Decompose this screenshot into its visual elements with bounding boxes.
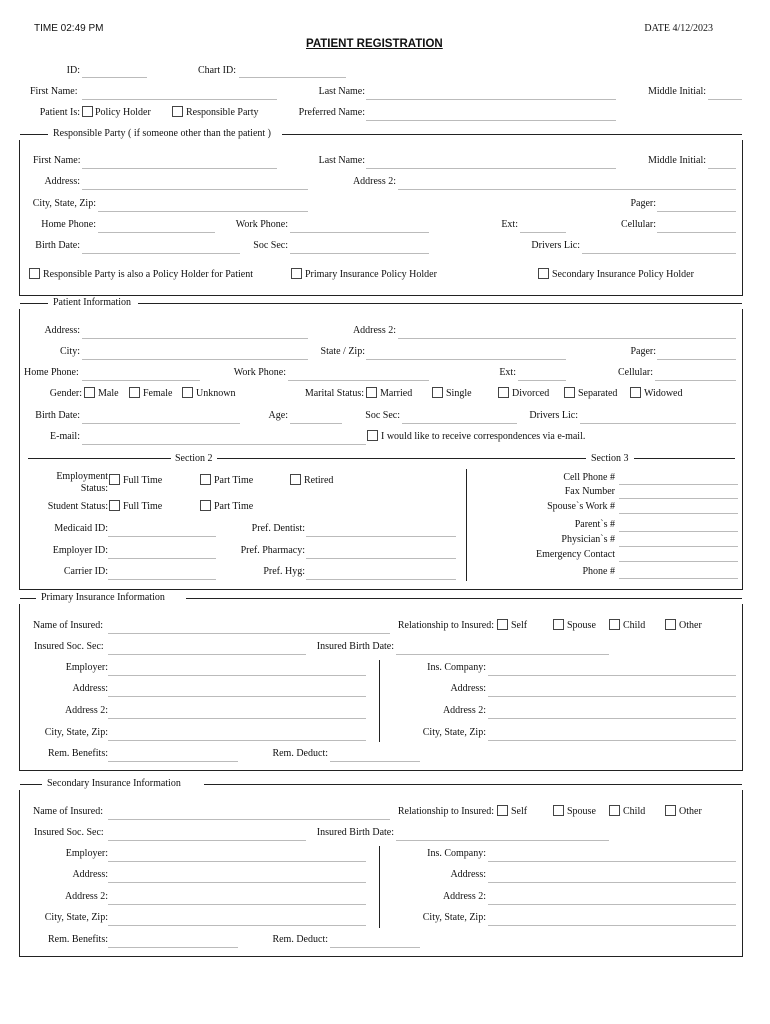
- section2-label: Section 2: [175, 453, 213, 464]
- pi-address-label: Address:: [44, 325, 80, 336]
- marital-married-checkbox[interactable]: [366, 387, 377, 398]
- primary-insurance-legend: Primary Insurance Information: [38, 592, 168, 604]
- middle-initial-field[interactable]: [708, 99, 742, 100]
- pi-drivers-lic-field[interactable]: [580, 423, 736, 424]
- rp-drivers-lic-field[interactable]: [582, 253, 736, 254]
- student-part-time-label: Part Time: [214, 501, 254, 512]
- secondary-self-label: Self: [511, 806, 528, 817]
- secondary-rem-deduct-field[interactable]: [330, 947, 420, 948]
- emergency-contact-label: Emergency Contact: [536, 549, 615, 560]
- secondary-insurance-legend: Secondary Insurance Information: [44, 778, 184, 790]
- marital-widowed-label: Widowed: [644, 388, 683, 399]
- pi-marital-label: Marital Status:: [304, 388, 364, 399]
- secondary-divider: [379, 846, 380, 928]
- pref-hyg-label: Pref. Hyg:: [263, 566, 305, 577]
- secondary-rem-deduct-label: Rem. Deduct:: [272, 934, 328, 945]
- secondary-name-insured-label: Name of Insured:: [33, 806, 103, 817]
- secondary-rem-benefits-field[interactable]: [108, 947, 238, 948]
- primary-ins-company-field[interactable]: [488, 675, 736, 676]
- page-title: PATIENT REGISTRATION: [306, 38, 443, 50]
- primary-spouse-label: Spouse: [567, 620, 596, 631]
- emergency-phone-label: Phone #: [582, 566, 615, 577]
- last-name-field[interactable]: [366, 99, 616, 100]
- marital-married-label: Married: [380, 388, 413, 399]
- responsible-party-label: Responsible Party: [186, 107, 259, 118]
- secondary-other-label: Other: [679, 806, 702, 817]
- rp-soc-sec-field[interactable]: [290, 253, 429, 254]
- secondary-employer-label: Employer:: [65, 848, 108, 859]
- marital-divorced-label: Divorced: [512, 388, 550, 399]
- pi-ext-label: Ext:: [499, 367, 516, 378]
- rp-cellular-field[interactable]: [657, 232, 736, 233]
- rp-first-name-label: First Name:: [33, 155, 81, 166]
- pi-gender-label: Gender:: [49, 388, 82, 399]
- marital-divorced-checkbox[interactable]: [498, 387, 509, 398]
- medicaid-id-field[interactable]: [108, 536, 216, 537]
- pi-address-field[interactable]: [82, 338, 308, 339]
- secondary-insured-soc-label: Insured Soc. Sec:: [34, 827, 104, 838]
- patient-is-label: Patient Is:: [39, 107, 80, 118]
- responsible-party-checkbox[interactable]: [172, 106, 183, 117]
- physicians-phone-field[interactable]: [619, 546, 738, 547]
- pi-city-label: City:: [59, 346, 80, 357]
- pi-city-field[interactable]: [82, 359, 308, 360]
- secondary-self-checkbox[interactable]: [497, 805, 508, 816]
- marital-separated-checkbox[interactable]: [564, 387, 575, 398]
- primary-address2-field[interactable]: [108, 718, 366, 719]
- gender-unknown-checkbox[interactable]: [182, 387, 193, 398]
- rp-middle-initial-field[interactable]: [708, 168, 736, 169]
- pi-work-phone-field[interactable]: [288, 380, 429, 381]
- pi-birth-date-field[interactable]: [82, 423, 240, 424]
- rp-birth-date-field[interactable]: [82, 253, 240, 254]
- secondary-ins-company-field[interactable]: [488, 861, 736, 862]
- pi-state-zip-label: State / Zip:: [320, 346, 365, 357]
- pi-age-label: Age:: [268, 410, 288, 421]
- primary-spouse-checkbox[interactable]: [553, 619, 564, 630]
- primary-other-checkbox[interactable]: [665, 619, 676, 630]
- middle-initial-label: Middle Initial:: [647, 86, 706, 97]
- primary-ins-address2-label: Address 2:: [442, 705, 486, 716]
- primary-ins-city-label: City, State, Zip:: [422, 727, 486, 738]
- section3-label: Section 3: [591, 453, 629, 464]
- primary-ins-address-field[interactable]: [488, 696, 736, 697]
- secondary-other-checkbox[interactable]: [665, 805, 676, 816]
- rp-last-name-label: Last Name:: [318, 155, 365, 166]
- parents-phone-label: Parent`s #: [574, 519, 615, 530]
- secondary-ins-address2-field[interactable]: [488, 904, 736, 905]
- pref-dentist-label: Pref. Dentist:: [251, 523, 305, 534]
- secondary-rem-benefits-label: Rem. Benefits:: [48, 934, 108, 945]
- secondary-spouse-checkbox[interactable]: [553, 805, 564, 816]
- student-full-time-checkbox[interactable]: [109, 500, 120, 511]
- primary-ins-address2-field[interactable]: [488, 718, 736, 719]
- secondary-ins-address-label: Address:: [450, 869, 486, 880]
- employment-full-time-label: Full Time: [123, 475, 163, 486]
- student-status-label: Student Status:: [47, 501, 108, 512]
- secondary-city-field[interactable]: [108, 925, 366, 926]
- employment-part-time-label: Part Time: [214, 475, 254, 486]
- rp-home-phone-label: Home Phone:: [41, 219, 96, 230]
- rp-pager-field[interactable]: [657, 211, 736, 212]
- secondary-name-insured-field[interactable]: [108, 819, 390, 820]
- pref-dentist-field[interactable]: [306, 536, 456, 537]
- id-field[interactable]: [82, 77, 147, 78]
- secondary-child-label: Child: [623, 806, 646, 817]
- rp-drivers-lic-label: Drivers Lic:: [531, 240, 580, 251]
- secondary-relationship-label: Relationship to Insured:: [397, 806, 494, 817]
- secondary-address-label: Address:: [72, 869, 108, 880]
- secondary-ins-address-field[interactable]: [488, 882, 736, 883]
- secondary-insured-birth-field[interactable]: [396, 840, 609, 841]
- rp-primary-holder-checkbox[interactable]: [291, 268, 302, 279]
- rp-ext-field[interactable]: [520, 232, 566, 233]
- primary-self-checkbox[interactable]: [497, 619, 508, 630]
- policy-holder-checkbox[interactable]: [82, 106, 93, 117]
- rp-work-phone-field[interactable]: [290, 232, 429, 233]
- fax-number-label: Fax Number: [564, 486, 615, 497]
- rp-secondary-holder-label: Secondary Insurance Policy Holder: [552, 269, 694, 280]
- primary-divider: [379, 660, 380, 742]
- pi-pager-field[interactable]: [657, 359, 736, 360]
- secondary-city-label: City, State, Zip:: [44, 912, 108, 923]
- primary-rem-benefits-label: Rem. Benefits:: [48, 748, 108, 759]
- rp-primary-holder-label: Primary Insurance Policy Holder: [305, 269, 437, 280]
- pi-ext-field[interactable]: [518, 380, 566, 381]
- primary-insured-birth-label: Insured Birth Date:: [316, 641, 394, 652]
- rp-first-name-field[interactable]: [82, 168, 277, 169]
- pi-address2-field[interactable]: [398, 338, 736, 339]
- primary-insured-soc-field[interactable]: [108, 654, 306, 655]
- section2-rule-left: [28, 458, 171, 459]
- employment-retired-label: Retired: [304, 475, 334, 486]
- pi-email-label: E-mail:: [50, 431, 80, 442]
- primary-self-label: Self: [511, 620, 528, 631]
- rp-pager-label: Pager:: [630, 198, 656, 209]
- cell-phone-label: Cell Phone #: [563, 472, 615, 483]
- rp-work-phone-label: Work Phone:: [235, 219, 288, 230]
- fax-number-field[interactable]: [619, 498, 738, 499]
- secondary-address2-label: Address 2:: [64, 891, 108, 902]
- pi-state-zip-field[interactable]: [366, 359, 566, 360]
- marital-single-label: Single: [446, 388, 472, 399]
- rp-address-field[interactable]: [82, 189, 308, 190]
- time-stamp: TIME 02:49 PM: [34, 23, 104, 34]
- employment-retired-checkbox[interactable]: [290, 474, 301, 485]
- employment-label: Employment: [56, 471, 108, 482]
- date-stamp: DATE 4/12/2023: [644, 23, 713, 34]
- secondary-ins-city-label: City, State, Zip:: [422, 912, 486, 923]
- marital-single-checkbox[interactable]: [432, 387, 443, 398]
- rp-ext-label: Ext:: [501, 219, 518, 230]
- primary-insured-birth-field[interactable]: [396, 654, 609, 655]
- employment-full-time-checkbox[interactable]: [109, 474, 120, 485]
- pi-email-field[interactable]: [82, 444, 366, 445]
- employer-id-field[interactable]: [108, 558, 216, 559]
- pref-hyg-field[interactable]: [306, 579, 456, 580]
- last-name-label: Last Name:: [318, 86, 365, 97]
- secondary-address2-field[interactable]: [108, 904, 366, 905]
- pi-cellular-label: Cellular:: [618, 367, 653, 378]
- chart-id-field[interactable]: [239, 77, 346, 78]
- rp-city-label: City, State, Zip:: [32, 198, 96, 209]
- rp-city-field[interactable]: [98, 211, 308, 212]
- pi-drivers-lic-label: Drivers Lic:: [529, 410, 578, 421]
- section2-rule-right: [217, 458, 586, 459]
- preferred-name-label: Preferred Name:: [298, 107, 365, 118]
- pi-pager-label: Pager:: [630, 346, 656, 357]
- patient-information-legend: Patient Information: [50, 297, 134, 309]
- primary-name-insured-label: Name of Insured:: [33, 620, 103, 631]
- primary-insured-soc-label: Insured Soc. Sec:: [34, 641, 104, 652]
- cell-phone-field[interactable]: [619, 484, 738, 485]
- student-part-time-checkbox[interactable]: [200, 500, 211, 511]
- rp-address2-label: Address 2:: [352, 176, 396, 187]
- pi-home-phone-field[interactable]: [82, 380, 200, 381]
- primary-city-field[interactable]: [108, 740, 366, 741]
- primary-ins-city-field[interactable]: [488, 740, 736, 741]
- rp-home-phone-field[interactable]: [98, 232, 215, 233]
- secondary-employer-field[interactable]: [108, 861, 366, 862]
- primary-employer-label: Employer:: [65, 662, 108, 673]
- spouse-work-field[interactable]: [619, 513, 738, 514]
- secondary-insured-soc-field[interactable]: [108, 840, 306, 841]
- rp-cellular-label: Cellular:: [621, 219, 656, 230]
- rp-also-policy-holder-checkbox[interactable]: [29, 268, 40, 279]
- first-name-field[interactable]: [82, 99, 277, 100]
- employment-part-time-checkbox[interactable]: [200, 474, 211, 485]
- medicaid-id-label: Medicaid ID:: [54, 523, 108, 534]
- employment-status-label: Status:: [80, 483, 108, 494]
- primary-employer-field[interactable]: [108, 675, 366, 676]
- rp-address2-field[interactable]: [398, 189, 736, 190]
- secondary-child-checkbox[interactable]: [609, 805, 620, 816]
- pref-pharmacy-field[interactable]: [306, 558, 456, 559]
- marital-widowed-checkbox[interactable]: [630, 387, 641, 398]
- pi-age-field[interactable]: [290, 423, 342, 424]
- section3-rule: [634, 458, 735, 459]
- policy-holder-label: Policy Holder: [95, 107, 151, 118]
- primary-address-label: Address:: [72, 683, 108, 694]
- gender-male-checkbox[interactable]: [84, 387, 95, 398]
- emergency-phone-field[interactable]: [619, 578, 738, 579]
- carrier-id-field[interactable]: [108, 579, 216, 580]
- secondary-insured-birth-label: Insured Birth Date:: [316, 827, 394, 838]
- primary-city-label: City, State, Zip:: [44, 727, 108, 738]
- primary-child-checkbox[interactable]: [609, 619, 620, 630]
- student-full-time-label: Full Time: [123, 501, 163, 512]
- primary-rem-benefits-field[interactable]: [108, 761, 238, 762]
- rp-address-label: Address:: [44, 176, 80, 187]
- secondary-ins-address2-label: Address 2:: [442, 891, 486, 902]
- primary-relationship-label: Relationship to Insured:: [397, 620, 494, 631]
- primary-ins-company-label: Ins. Company:: [427, 662, 486, 673]
- section-divider: [466, 469, 467, 581]
- chart-id-label: Chart ID:: [197, 65, 236, 76]
- primary-rem-deduct-field[interactable]: [330, 761, 420, 762]
- emergency-contact-field[interactable]: [619, 561, 738, 562]
- id-label: ID:: [66, 65, 80, 76]
- marital-separated-label: Separated: [578, 388, 618, 399]
- responsible-party-legend: Responsible Party ( if someone other than the patient ): [50, 128, 274, 140]
- rp-soc-sec-label: Soc Sec:: [253, 240, 288, 251]
- pi-birth-date-label: Birth Date:: [35, 410, 80, 421]
- rp-birth-date-label: Birth Date:: [35, 240, 80, 251]
- secondary-spouse-label: Spouse: [567, 806, 596, 817]
- pi-cellular-field[interactable]: [655, 380, 736, 381]
- rp-also-policy-holder-label: Responsible Party is also a Policy Holder for Patient: [43, 269, 253, 280]
- pi-work-phone-label: Work Phone:: [233, 367, 286, 378]
- primary-child-label: Child: [623, 620, 646, 631]
- parents-phone-field[interactable]: [619, 531, 738, 532]
- spouse-work-label: Spouse`s Work #: [547, 501, 615, 512]
- secondary-ins-city-field[interactable]: [488, 925, 736, 926]
- rp-last-name-field[interactable]: [366, 168, 616, 169]
- rp-secondary-holder-checkbox[interactable]: [538, 268, 549, 279]
- email-correspondence-checkbox[interactable]: [367, 430, 378, 441]
- primary-other-label: Other: [679, 620, 702, 631]
- pi-soc-sec-field[interactable]: [402, 423, 517, 424]
- primary-address2-label: Address 2:: [64, 705, 108, 716]
- gender-female-checkbox[interactable]: [129, 387, 140, 398]
- gender-male-label: Male: [98, 388, 119, 399]
- preferred-name-field[interactable]: [366, 120, 616, 121]
- gender-unknown-label: Unknown: [196, 388, 236, 399]
- primary-name-insured-field[interactable]: [108, 633, 390, 634]
- rp-middle-initial-label: Middle Initial:: [647, 155, 706, 166]
- primary-ins-address-label: Address:: [450, 683, 486, 694]
- employer-id-label: Employer ID:: [52, 545, 108, 556]
- secondary-address-field[interactable]: [108, 882, 366, 883]
- first-name-label: First Name:: [30, 86, 78, 97]
- pi-address2-label: Address 2:: [352, 325, 396, 336]
- pi-soc-sec-label: Soc Sec:: [365, 410, 400, 421]
- email-correspondence-label: I would like to receive correspondences via e-mail.: [381, 431, 586, 442]
- carrier-id-label: Carrier ID:: [63, 566, 108, 577]
- physicians-phone-label: Physician`s #: [561, 534, 615, 545]
- pref-pharmacy-label: Pref. Pharmacy:: [240, 545, 305, 556]
- primary-rem-deduct-label: Rem. Deduct:: [272, 748, 328, 759]
- pi-home-phone-label: Home Phone:: [24, 367, 79, 378]
- primary-address-field[interactable]: [108, 696, 366, 697]
- secondary-ins-company-label: Ins. Company:: [427, 848, 486, 859]
- gender-female-label: Female: [143, 388, 173, 399]
